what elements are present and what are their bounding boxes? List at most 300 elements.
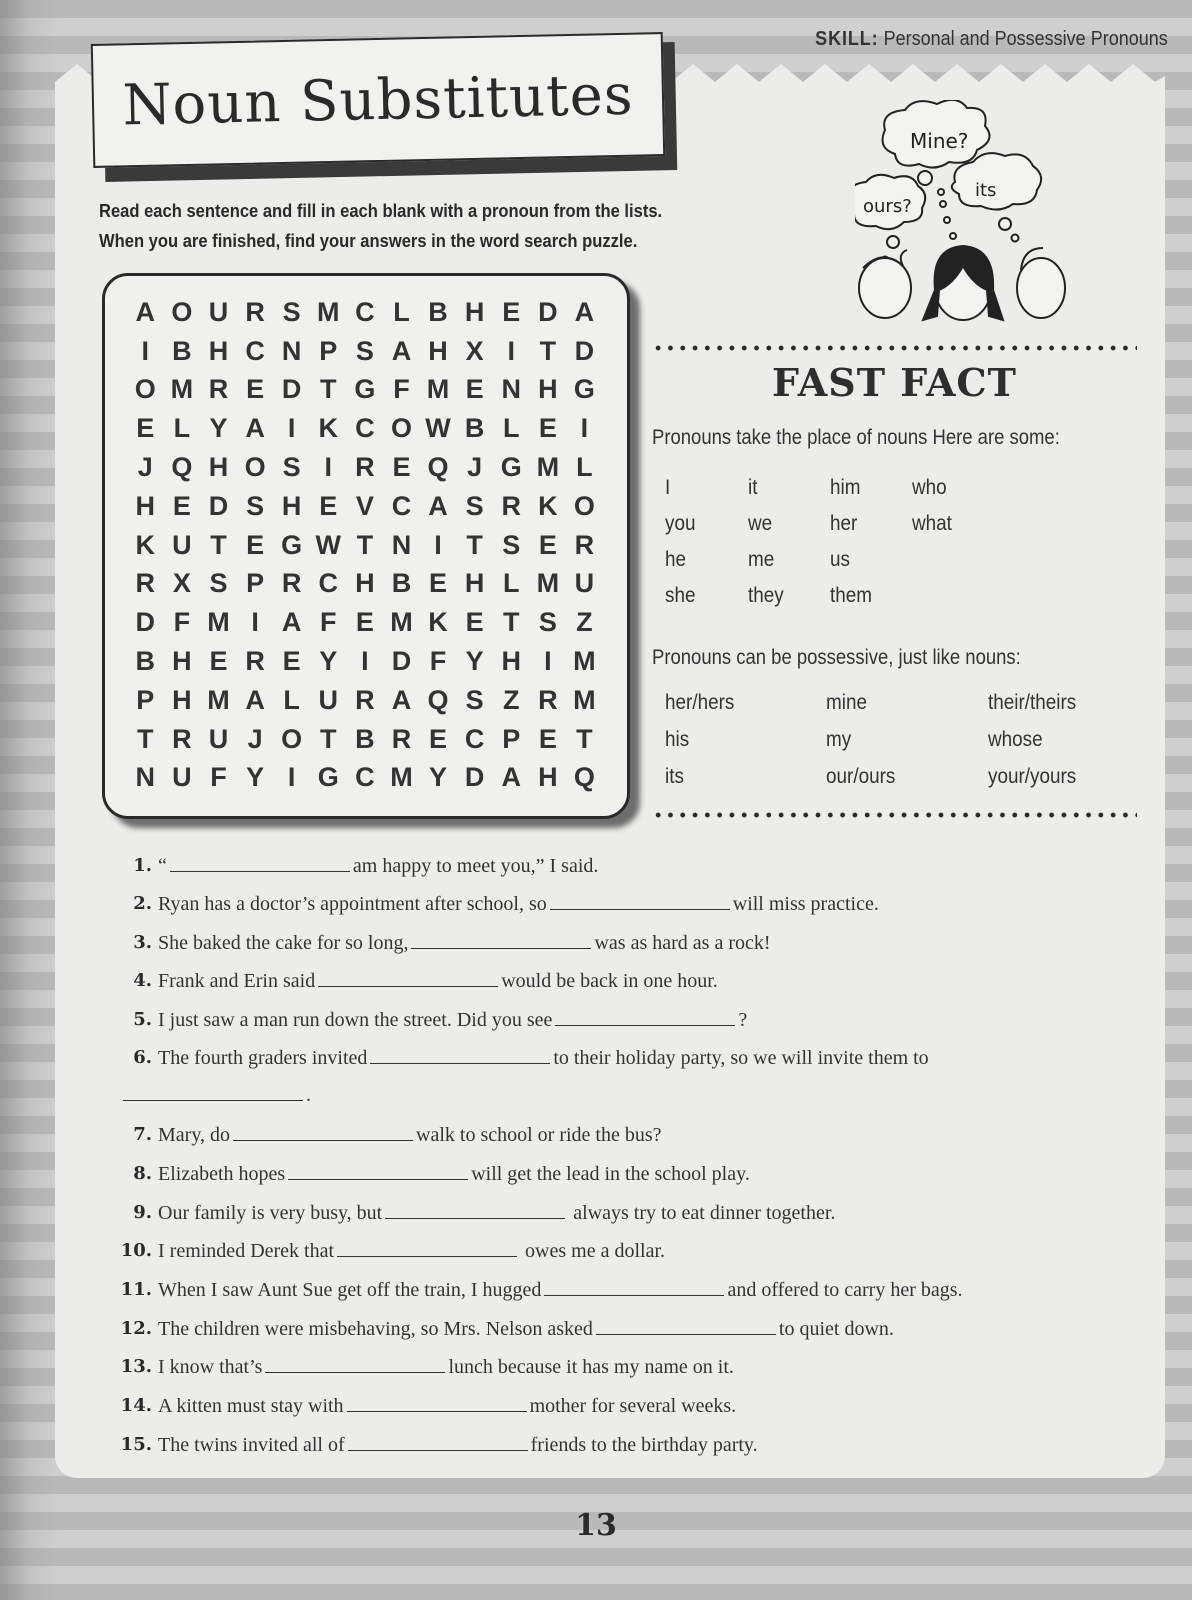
word-search-letter[interactable]: O — [171, 296, 193, 327]
word-search-letter[interactable]: H — [135, 490, 156, 521]
word-search-row — [127, 526, 613, 565]
word-search-letter[interactable]: I — [507, 335, 515, 366]
word-search-letter[interactable]: L — [393, 296, 410, 327]
word-search-letter[interactable]: Y — [209, 413, 228, 444]
word-search-letter[interactable]: R — [391, 723, 412, 754]
fast-fact-title: FAST FACT — [772, 360, 1017, 405]
pronoun-item: you — [665, 512, 696, 535]
word-search-letter[interactable]: M — [390, 762, 413, 793]
word-search-letter[interactable]: B — [428, 296, 448, 327]
word-search-letter[interactable]: N — [281, 335, 302, 366]
bubble-text-its: its — [975, 180, 997, 201]
word-search-letter[interactable]: D — [281, 374, 302, 405]
word-search-row — [127, 681, 613, 720]
word-search-letter[interactable]: T — [356, 529, 374, 560]
sentence-item — [133, 970, 718, 993]
word-search-letter[interactable]: T — [320, 723, 337, 754]
word-search-letter[interactable]: I — [287, 762, 296, 793]
word-search-letter[interactable]: F — [210, 762, 227, 793]
sentence-text-before: I just saw a man run down the street. Did you see — [158, 1009, 553, 1031]
word-search-letter[interactable]: T — [502, 607, 520, 638]
word-search-letter[interactable]: C — [391, 490, 412, 521]
answer-blank[interactable] — [170, 856, 350, 872]
word-search-letter[interactable]: H — [172, 684, 192, 715]
pronoun-item: who — [912, 476, 947, 499]
word-search-letter[interactable]: S — [355, 335, 374, 366]
sentence-item — [133, 1009, 748, 1032]
sentence-item — [120, 1434, 758, 1457]
sentence-text-after: always try to eat dinner together. — [568, 1202, 836, 1224]
word-search-letter[interactable]: V — [355, 490, 374, 521]
word-search-letter[interactable]: R — [355, 684, 375, 715]
sentence-item — [120, 1356, 734, 1379]
word-search-letter[interactable]: D — [135, 607, 156, 638]
word-search-letter[interactable]: S — [282, 296, 301, 327]
word-search-letter[interactable]: O — [134, 374, 156, 405]
word-search-letter[interactable]: K — [135, 529, 156, 560]
word-search-letter[interactable]: A — [245, 413, 265, 444]
word-search-letter[interactable]: Y — [465, 646, 484, 677]
word-search-letter[interactable]: I — [544, 646, 552, 677]
word-search-letter[interactable]: R — [245, 296, 265, 327]
answer-blank[interactable] — [348, 1435, 528, 1451]
word-search-letter[interactable]: U — [208, 723, 229, 754]
answer-blank[interactable] — [411, 933, 591, 949]
word-search-letter[interactable]: J — [247, 723, 263, 754]
word-search-letter[interactable]: C — [355, 762, 375, 793]
sentence-item — [120, 1084, 311, 1107]
word-search-letter[interactable]: U — [172, 529, 192, 560]
word-search-letter[interactable]: E — [465, 607, 484, 638]
word-search-letter[interactable]: H — [464, 568, 485, 599]
word-search-letter[interactable]: F — [429, 646, 447, 677]
word-search-letter[interactable]: J — [467, 452, 483, 483]
sentence-number: 3. — [133, 932, 152, 953]
word-search-letter[interactable]: E — [538, 723, 557, 754]
answer-blank[interactable] — [318, 971, 498, 987]
dotted-divider-top — [652, 345, 1137, 351]
word-search-letter[interactable]: M — [170, 374, 194, 405]
answer-blank[interactable] — [370, 1048, 550, 1064]
sentence-number: 15. — [120, 1434, 152, 1455]
word-search-letter[interactable]: Q — [427, 452, 449, 483]
pronoun-item: him — [830, 476, 861, 499]
possessive-intro: Pronouns can be possessive, just like nouns: — [652, 646, 1021, 669]
bubble-text-mine: Mine? — [910, 129, 969, 153]
word-search-letter[interactable]: P — [502, 723, 521, 754]
word-search-letter[interactable]: G — [354, 374, 376, 405]
word-search-letter[interactable]: R — [135, 568, 156, 599]
word-search-letter[interactable]: K — [538, 490, 558, 521]
sentence-text-after: and offered to carry her bags. — [727, 1279, 963, 1301]
word-search-row — [127, 565, 613, 604]
pronoun-item: it — [748, 476, 758, 499]
sentence-text-before: Frank and Erin said — [158, 970, 316, 992]
pronoun-item: he — [665, 548, 687, 571]
word-search-letter[interactable]: S — [502, 529, 521, 560]
answer-blank[interactable] — [550, 894, 730, 910]
sentence-text-before: She baked the cake for so long, — [158, 932, 409, 954]
word-search-letter[interactable]: Z — [576, 607, 593, 638]
word-search-letter[interactable]: B — [172, 335, 192, 366]
sentence-text-before: I know that’s — [158, 1356, 263, 1378]
word-search-letter[interactable]: I — [434, 529, 442, 560]
word-search-letter[interactable]: M — [317, 296, 340, 327]
word-search-letter[interactable]: Y — [429, 762, 448, 793]
sentence-number: 10. — [120, 1240, 152, 1261]
sentence-text-before: When I saw Aunt Sue get off the train, I hugged — [158, 1279, 542, 1301]
word-search-letter[interactable]: S — [538, 607, 557, 638]
word-search-row — [127, 448, 613, 487]
word-search-row — [127, 720, 613, 759]
word-search-letter[interactable]: E — [429, 568, 448, 599]
word-search-letter[interactable]: M — [207, 607, 230, 638]
sentence-text-before: “ — [158, 855, 167, 877]
word-search-letter[interactable]: U — [208, 296, 229, 327]
sentence-text-after: will miss practice. — [732, 893, 879, 915]
word-search-letter[interactable]: B — [135, 646, 156, 677]
sentence-number: 11. — [120, 1279, 152, 1300]
pronoun-item: they — [748, 584, 784, 607]
sentence-text-before: Mary, do — [158, 1124, 231, 1146]
word-search-letter[interactable]: I — [251, 607, 259, 638]
word-search-letter[interactable]: U — [172, 762, 192, 793]
word-search-letter[interactable]: A — [135, 296, 156, 327]
word-search-row — [127, 603, 613, 642]
sentence-item — [133, 855, 599, 878]
word-search-letter[interactable]: H — [208, 335, 229, 366]
word-search-letter[interactable]: E — [209, 646, 228, 677]
pronoun-item: I — [665, 476, 671, 499]
sentence-number: 1. — [133, 855, 152, 876]
word-search-letter[interactable]: O — [573, 490, 595, 521]
sentence-text-after: mother for several weeks. — [529, 1395, 737, 1417]
sentence-text-after: . — [306, 1084, 311, 1106]
word-search-letter[interactable]: I — [580, 413, 589, 444]
instructions-line-1: Read each sentence and fill in each blank with a pronoun from the lists. — [99, 201, 663, 221]
word-search-letter[interactable]: H — [538, 762, 558, 793]
answer-blank[interactable] — [596, 1319, 776, 1335]
word-search-letter[interactable]: E — [392, 452, 411, 483]
bubble-text-ours: ours? — [863, 196, 912, 217]
word-search-letter[interactable]: B — [464, 413, 485, 444]
word-search-letter[interactable]: K — [318, 413, 339, 444]
pronoun-item: she — [665, 584, 696, 607]
answer-blank[interactable] — [233, 1125, 413, 1141]
boy-left-head — [859, 258, 911, 318]
word-search-letter[interactable]: T — [576, 723, 593, 754]
pronoun-item: us — [830, 548, 850, 571]
sentence-number: 12. — [120, 1318, 152, 1339]
sentence-number: 5. — [133, 1009, 152, 1030]
word-search-letter[interactable]: E — [319, 490, 338, 521]
word-search-letter[interactable]: F — [393, 374, 410, 405]
word-search-letter[interactable]: H — [172, 646, 192, 677]
word-search-letter[interactable]: A — [391, 335, 412, 366]
word-search-letter[interactable]: F — [320, 607, 337, 638]
word-search-letter[interactable]: P — [136, 684, 155, 715]
possessive-pronoun-item: her/hers — [665, 691, 735, 714]
word-search-letter[interactable]: D — [391, 646, 412, 677]
word-search-letter[interactable]: C — [355, 296, 375, 327]
sentence-text-before: I reminded Derek that — [158, 1240, 335, 1262]
word-search-letter[interactable]: R — [538, 684, 558, 715]
sentence-item — [133, 932, 771, 955]
word-search-letter[interactable]: H — [464, 296, 485, 327]
word-search-row — [127, 371, 613, 410]
answer-blank[interactable] — [544, 1280, 724, 1296]
boy-right-head — [1017, 258, 1065, 318]
sentence-text-before: Elizabeth hopes — [158, 1163, 286, 1185]
possessive-pronoun-item: whose — [988, 728, 1043, 751]
sentence-text-after: will get the lead in the school play. — [471, 1163, 750, 1185]
word-search-letter[interactable]: N — [391, 529, 412, 560]
answer-blank[interactable] — [347, 1396, 527, 1412]
word-search-letter[interactable]: O — [390, 413, 412, 444]
word-search-row — [127, 332, 613, 371]
word-search-letter[interactable]: C — [318, 568, 339, 599]
word-search-letter[interactable]: U — [318, 684, 339, 715]
possessive-pronoun-item: our/ours — [826, 765, 896, 788]
word-search-letter[interactable]: N — [501, 374, 521, 405]
word-search-letter[interactable]: E — [502, 296, 521, 327]
word-search-letter[interactable]: M — [536, 452, 560, 483]
word-search-letter[interactable]: E — [538, 413, 557, 444]
word-search-letter[interactable]: I — [361, 646, 369, 677]
word-search-letter[interactable]: W — [425, 413, 451, 444]
word-search-letter[interactable]: L — [502, 568, 520, 599]
word-search-letter[interactable]: H — [281, 490, 302, 521]
word-search-letter[interactable]: A — [574, 296, 595, 327]
word-search-letter[interactable]: E — [355, 607, 374, 638]
answer-blank[interactable] — [337, 1241, 517, 1257]
word-search-letter[interactable]: X — [172, 568, 191, 599]
word-search-letter[interactable]: S — [246, 490, 265, 521]
sentence-item — [133, 893, 879, 916]
sentence-text-after: ? — [738, 1009, 748, 1031]
word-search-letter[interactable]: L — [283, 684, 300, 715]
word-search-letter[interactable]: F — [173, 607, 191, 638]
word-search-letter[interactable]: J — [137, 452, 153, 483]
word-search-letter[interactable]: L — [576, 452, 593, 483]
skill-prefix: SKILL: — [815, 28, 879, 50]
word-search-letter[interactable]: E — [282, 646, 301, 677]
word-search-letter[interactable]: N — [135, 762, 156, 793]
word-search-letter[interactable]: D — [208, 490, 229, 521]
sentence-text-after: to quiet down. — [778, 1318, 894, 1340]
sentence-number: 8. — [133, 1163, 152, 1184]
pronoun-item: we — [748, 512, 773, 535]
word-search-letter[interactable]: X — [465, 335, 484, 366]
word-search-letter[interactable]: I — [287, 413, 296, 444]
word-search-letter[interactable]: E — [172, 490, 191, 521]
fast-fact-intro: Pronouns take the place of nouns Here are some: — [652, 426, 1060, 449]
word-search-letter[interactable]: P — [319, 335, 338, 366]
word-search-letter[interactable]: D — [538, 296, 558, 327]
sentence-item — [133, 1202, 836, 1225]
word-search-letter[interactable]: T — [320, 374, 337, 405]
word-search-letter[interactable]: M — [207, 684, 230, 715]
word-search-letter[interactable]: T — [466, 529, 483, 560]
word-search-letter[interactable]: A — [501, 762, 521, 793]
word-search-letter[interactable]: E — [136, 413, 155, 444]
sentence-text-after: to their holiday party, so we will invite them to — [553, 1047, 929, 1069]
word-search-letter[interactable]: M — [536, 568, 560, 599]
word-search-letter[interactable]: C — [355, 413, 375, 444]
word-search-letter[interactable]: B — [355, 723, 375, 754]
word-search-letter[interactable]: B — [391, 568, 412, 599]
word-search-letter[interactable]: Q — [573, 762, 595, 793]
page-number: 13 — [575, 1508, 617, 1543]
word-search-letter[interactable]: Z — [502, 684, 520, 715]
answer-blank[interactable] — [385, 1203, 565, 1219]
word-search-row — [127, 759, 613, 798]
word-search-letter[interactable]: E — [538, 529, 557, 560]
word-search-letter[interactable]: O — [281, 723, 303, 754]
sentence-item — [133, 1047, 929, 1070]
word-search-letter[interactable]: E — [246, 374, 265, 405]
word-search-letter[interactable]: R — [355, 452, 375, 483]
word-search-letter[interactable]: M — [573, 646, 596, 677]
sentence-number: 2. — [133, 893, 152, 914]
word-search-row — [127, 409, 613, 448]
possessive-pronoun-item: their/theirs — [988, 691, 1077, 714]
word-search-letter[interactable]: T — [539, 335, 557, 366]
word-search-letter[interactable]: A — [391, 684, 412, 715]
word-search-letter[interactable]: L — [173, 413, 191, 444]
word-search-row — [127, 642, 613, 681]
sentence-number: 14. — [120, 1395, 152, 1416]
sentence-text-after: am happy to meet you,” I said. — [352, 855, 599, 877]
instructions-line-2: When you are finished, find your answers in the word search puzzle. — [99, 231, 638, 251]
word-search-letter[interactable]: A — [281, 607, 302, 638]
word-search-letter[interactable]: H — [355, 568, 375, 599]
possessive-pronoun-item: its — [665, 765, 684, 788]
sentence-text-before: A kitten must stay with — [158, 1395, 344, 1417]
sentence-text-after: walk to school or ride the bus? — [416, 1124, 662, 1146]
word-search-letter[interactable]: S — [465, 684, 484, 715]
sentence-item — [120, 1318, 894, 1341]
possessive-pronoun-item: my — [826, 728, 852, 751]
sentence-item — [133, 1163, 750, 1186]
instructions — [99, 196, 662, 256]
word-search-letter[interactable]: R — [281, 568, 302, 599]
word-search-row — [127, 487, 613, 526]
word-search-letter[interactable]: H — [501, 646, 521, 677]
answer-blank[interactable] — [123, 1085, 303, 1101]
word-search-letter[interactable]: G — [281, 529, 303, 560]
word-search-letter[interactable]: G — [573, 374, 595, 405]
word-search-letter[interactable]: Q — [171, 452, 193, 483]
word-search-letter[interactable]: C — [245, 335, 265, 366]
word-search-letter[interactable]: Y — [246, 762, 265, 793]
title-box — [91, 32, 665, 168]
word-search-letter[interactable]: M — [390, 607, 413, 638]
word-search-letter[interactable]: A — [245, 684, 265, 715]
word-search-letter[interactable]: G — [317, 762, 339, 793]
word-search-letter[interactable]: A — [428, 490, 448, 521]
word-search-letter[interactable]: S — [209, 568, 228, 599]
sentence-number: 6. — [133, 1047, 152, 1068]
word-search-letter[interactable]: Q — [427, 684, 449, 715]
pronoun-item: them — [830, 584, 873, 607]
answer-blank[interactable] — [265, 1357, 445, 1373]
word-search-letter[interactable]: K — [428, 607, 448, 638]
sentence-text-after: was as hard as a rock! — [594, 932, 771, 954]
sentence-text-after: lunch because it has my name on it. — [448, 1356, 734, 1378]
pronoun-item: what — [912, 512, 952, 535]
word-search-letter[interactable]: E — [465, 374, 484, 405]
sentence-text-after: owes me a dollar. — [520, 1240, 666, 1262]
sentence-text-after: would be back in one hour. — [501, 970, 718, 992]
word-search-row — [127, 293, 613, 332]
word-search-letter[interactable]: E — [429, 723, 448, 754]
word-search-letter[interactable]: U — [574, 568, 595, 599]
word-search-letter[interactable]: S — [282, 452, 301, 483]
word-search-letter[interactable]: H — [538, 374, 558, 405]
sentence-text-before: The twins invited all of — [158, 1434, 345, 1456]
word-search-letter[interactable]: I — [141, 335, 150, 366]
word-search-letter[interactable]: T — [210, 529, 227, 560]
sentence-text-before: The children were misbehaving, so Mrs. Nelson asked — [158, 1318, 593, 1340]
word-search-letter[interactable]: G — [500, 452, 522, 483]
word-search-letter[interactable]: M — [426, 374, 450, 405]
word-search-letter[interactable]: R — [501, 490, 521, 521]
answer-blank[interactable] — [555, 1010, 735, 1026]
sentence-item — [120, 1240, 666, 1263]
sentence-text-before: The fourth graders invited — [158, 1047, 368, 1069]
word-search-letter[interactable]: Y — [319, 646, 338, 677]
possessive-pronoun-item: mine — [826, 691, 867, 714]
sentence-text-before: Our family is very busy, but — [158, 1202, 383, 1224]
word-search-letter[interactable]: S — [465, 490, 484, 521]
word-search-letter[interactable]: L — [502, 413, 520, 444]
sentence-item — [120, 1279, 963, 1302]
word-search-letter[interactable]: E — [246, 529, 265, 560]
word-search-letter[interactable]: W — [315, 529, 341, 560]
answer-blank[interactable] — [288, 1164, 468, 1180]
word-search-letter[interactable]: C — [464, 723, 485, 754]
word-search-letter[interactable]: H — [208, 452, 229, 483]
possessive-pronoun-item: your/yours — [988, 765, 1077, 788]
word-search-letter[interactable]: O — [244, 452, 266, 483]
sentence-number: 4. — [133, 970, 152, 991]
dotted-divider-bottom — [652, 812, 1137, 818]
word-search-letter[interactable]: I — [324, 452, 333, 483]
skill-label — [815, 28, 1168, 51]
kids-thinking-illustration — [855, 100, 1115, 335]
sentence-text-before: Ryan has a doctor’s appointment after school, so — [158, 893, 547, 915]
sentence-number: 9. — [133, 1202, 152, 1223]
word-search-letter[interactable]: R — [245, 646, 265, 677]
word-search-letter[interactable]: D — [464, 762, 485, 793]
word-search-letter[interactable]: M — [573, 684, 596, 715]
pronoun-item: me — [748, 548, 775, 571]
word-search-letter[interactable]: R — [574, 529, 595, 560]
word-search-letter[interactable]: D — [574, 335, 595, 366]
word-search-letter[interactable]: T — [137, 723, 154, 754]
skill-text: Personal and Possessive Pronouns — [883, 28, 1168, 50]
sentence-number: 13. — [120, 1356, 152, 1377]
sentence-item — [120, 1395, 737, 1418]
word-search-letter[interactable]: H — [428, 335, 448, 366]
pronoun-item: her — [830, 512, 858, 535]
word-search-letter[interactable]: P — [246, 568, 265, 599]
word-search-puzzle — [102, 273, 630, 819]
word-search-letter[interactable]: R — [208, 374, 229, 405]
sentence-number: 7. — [133, 1124, 152, 1145]
word-search-letter[interactable]: R — [172, 723, 192, 754]
